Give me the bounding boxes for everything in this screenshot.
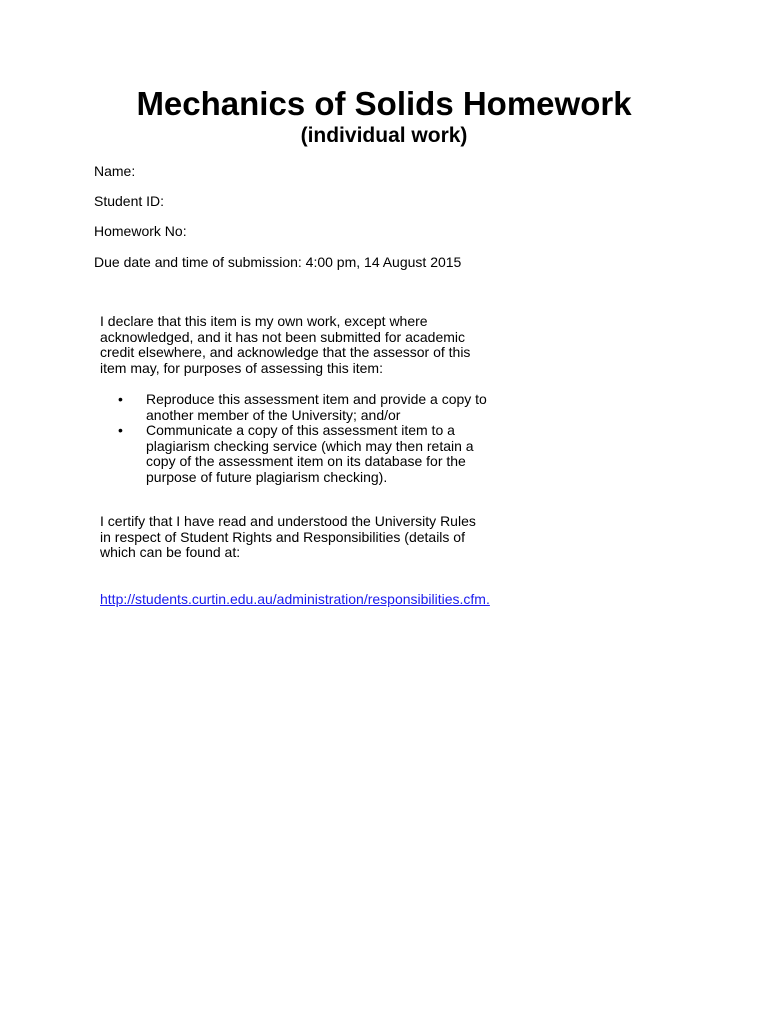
- bullet-line: another member of the University; and/or: [146, 406, 401, 423]
- homework-no-field-label: Homework No:: [94, 223, 187, 239]
- declaration-intro-line: item may, for purposes of assessing this item:: [100, 359, 383, 376]
- bullet-line: Communicate a copy of this assessment item to a: [146, 422, 455, 438]
- certification-text: [100, 514, 520, 561]
- declaration-intro-line: credit elsewhere, and acknowledge that the assessor of this: [100, 344, 471, 360]
- bullet-line: plagiarism checking service (which may then retain a: [146, 437, 474, 454]
- student-id-field-label: Student ID:: [94, 193, 165, 209]
- page-subtitle: (individual work): [300, 124, 468, 147]
- due-date-text: Due date and time of submission: 4:00 pm, 14 August 2015: [94, 254, 462, 270]
- declaration-intro: [100, 314, 520, 376]
- declaration-intro-line: acknowledged, and it has not been submitted for academic: [100, 328, 466, 345]
- list-item: [118, 392, 518, 423]
- bullet-icon: •: [118, 422, 123, 438]
- certification-line: in respect of Student Rights and Responsibilities (details of: [100, 528, 465, 545]
- bullet-line: Reproduce this assessment item and provide a copy to: [146, 391, 487, 407]
- name-field-label: Name:: [94, 163, 136, 179]
- responsibilities-link[interactable]: http://students.curtin.edu.au/administration/responsibilities.cfm.: [100, 591, 490, 607]
- list-item: [118, 423, 518, 485]
- certification-line: I certify that I have read and understood the University Rules: [100, 513, 476, 529]
- page-title: Mechanics of Solids Homework: [136, 85, 632, 122]
- declaration-intro-line: I declare that this item is my own work, except where: [100, 313, 428, 329]
- declaration-bullet-list: [118, 392, 518, 485]
- bullet-icon: •: [118, 391, 123, 407]
- bullet-line: purpose of future plagiarism checking).: [146, 468, 388, 485]
- bullet-line: copy of the assessment item on its database for the: [146, 453, 466, 469]
- certification-line: which can be found at:: [100, 544, 241, 560]
